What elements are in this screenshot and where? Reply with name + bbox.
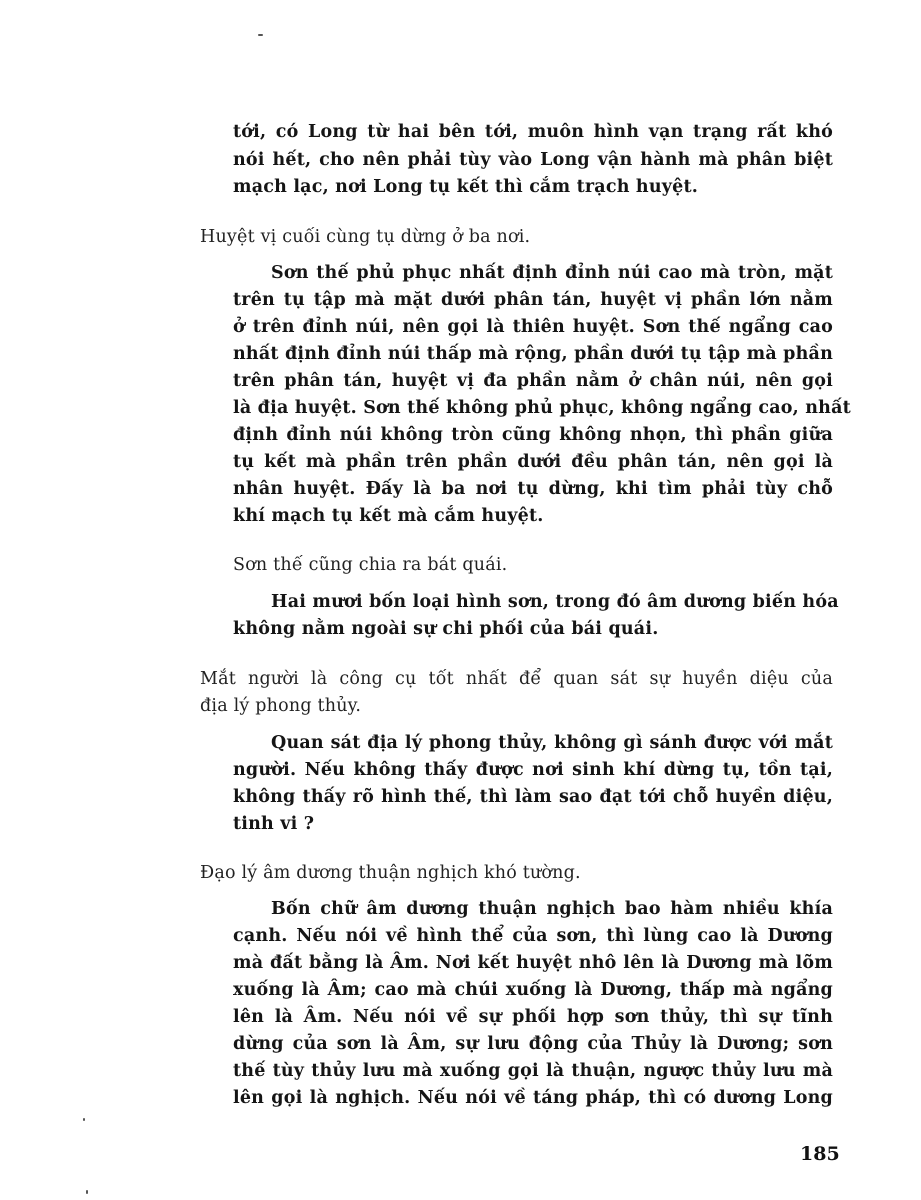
- text-line: nhất định đỉnh núi thấp mà rộng, phần dưới tụ tập mà phần: [233, 344, 833, 364]
- text-line: Sơn thế phủ phục nhất định đỉnh núi cao mà tròn, mặt: [271, 263, 833, 283]
- text-line: mạch lạc, nơi Long tụ kết thì cắm trạch huyệt.: [233, 177, 699, 197]
- text-line: Quan sát địa lý phong thủy, không gì sánh được với mắt: [271, 733, 833, 753]
- text-line: khí mạch tụ kết mà cắm huyệt.: [233, 506, 544, 526]
- text-line: thế tùy thủy lưu mà xuống gọi là thuận, ngược thủy lưu mà: [233, 1061, 833, 1081]
- text-line: định đỉnh núi không tròn cũng không nhọn, thì phần giữa: [233, 425, 833, 445]
- text-line: tụ kết mà phần trên phần dưới đều phân tán, nên gọi là: [233, 452, 833, 472]
- text-line: nhân huyệt. Đấy là ba nơi tụ dừng, khi tìm phải tùy chỗ: [233, 479, 833, 499]
- scan-speck: [83, 1118, 85, 1121]
- text-line: tới, có Long từ hai bên tới, muôn hình vạn trạng rất khó: [233, 122, 833, 142]
- text-line: trên phân tán, huyệt vị đa phần nằm ở chân núi, nên gọi: [233, 371, 833, 391]
- section-heading: địa lý phong thủy.: [200, 696, 362, 716]
- text-line: Bốn chữ âm dương thuận nghịch bao hàm nhiều khía: [271, 899, 833, 919]
- sub-heading: Sơn thế cũng chia ra bát quái.: [233, 555, 508, 575]
- scan-speck: [86, 1190, 88, 1194]
- section-heading: Mắt người là công cụ tốt nhất để quan sát sự huyền diệu của: [200, 669, 833, 689]
- text-line: không thấy rõ hình thế, thì làm sao đạt tới chỗ huyền diệu,: [233, 787, 833, 807]
- section-heading: Đạo lý âm dương thuận nghịch khó tường.: [200, 863, 581, 883]
- text-line: không nằm ngoài sự chi phối của bái quái.: [233, 619, 659, 639]
- text-line: là địa huyệt. Sơn thế không phủ phục, không ngẩng cao, nhất: [233, 398, 851, 418]
- text-line: ở trên đỉnh núi, nên gọi là thiên huyệt. Sơn thế ngẩng cao: [233, 317, 833, 337]
- text-line: người. Nếu không thấy được nơi sinh khí dừng tụ, tồn tại,: [233, 760, 833, 780]
- section-heading: Huyệt vị cuối cùng tụ dừng ở ba nơi.: [200, 227, 531, 247]
- text-line: dừng của sơn là Âm, sự lưu động của Thủy là Dương; sơn: [233, 1034, 833, 1054]
- text-line: xuống là Âm; cao mà chúi xuống là Dương, thấp mà ngẩng: [233, 980, 833, 1000]
- text-line: nói hết, cho nên phải tùy vào Long vận hành mà phân biệt: [233, 150, 833, 170]
- text-line: Hai mươi bốn loại hình sơn, trong đó âm dương biến hóa: [271, 592, 839, 612]
- text-line: lên gọi là nghịch. Nếu nói về táng pháp, thì có dương Long: [233, 1088, 833, 1108]
- text-line: mà đất bằng là Âm. Nơi kết huyệt nhô lên là Dương mà lõm: [233, 953, 833, 973]
- text-line: trên tụ tập mà mặt dưới phân tán, huyệt vị phần lớn nằm: [233, 290, 833, 310]
- text-line: cạnh. Nếu nói về hình thể của sơn, thì lùng cao là Dương: [233, 926, 833, 946]
- scan-speck: [258, 34, 263, 36]
- text-line: tinh vi ?: [233, 814, 315, 834]
- page-number: 185: [800, 1143, 840, 1165]
- text-line: lên là Âm. Nếu nói về sự phối hợp sơn thủy, thì sự tĩnh: [233, 1007, 833, 1027]
